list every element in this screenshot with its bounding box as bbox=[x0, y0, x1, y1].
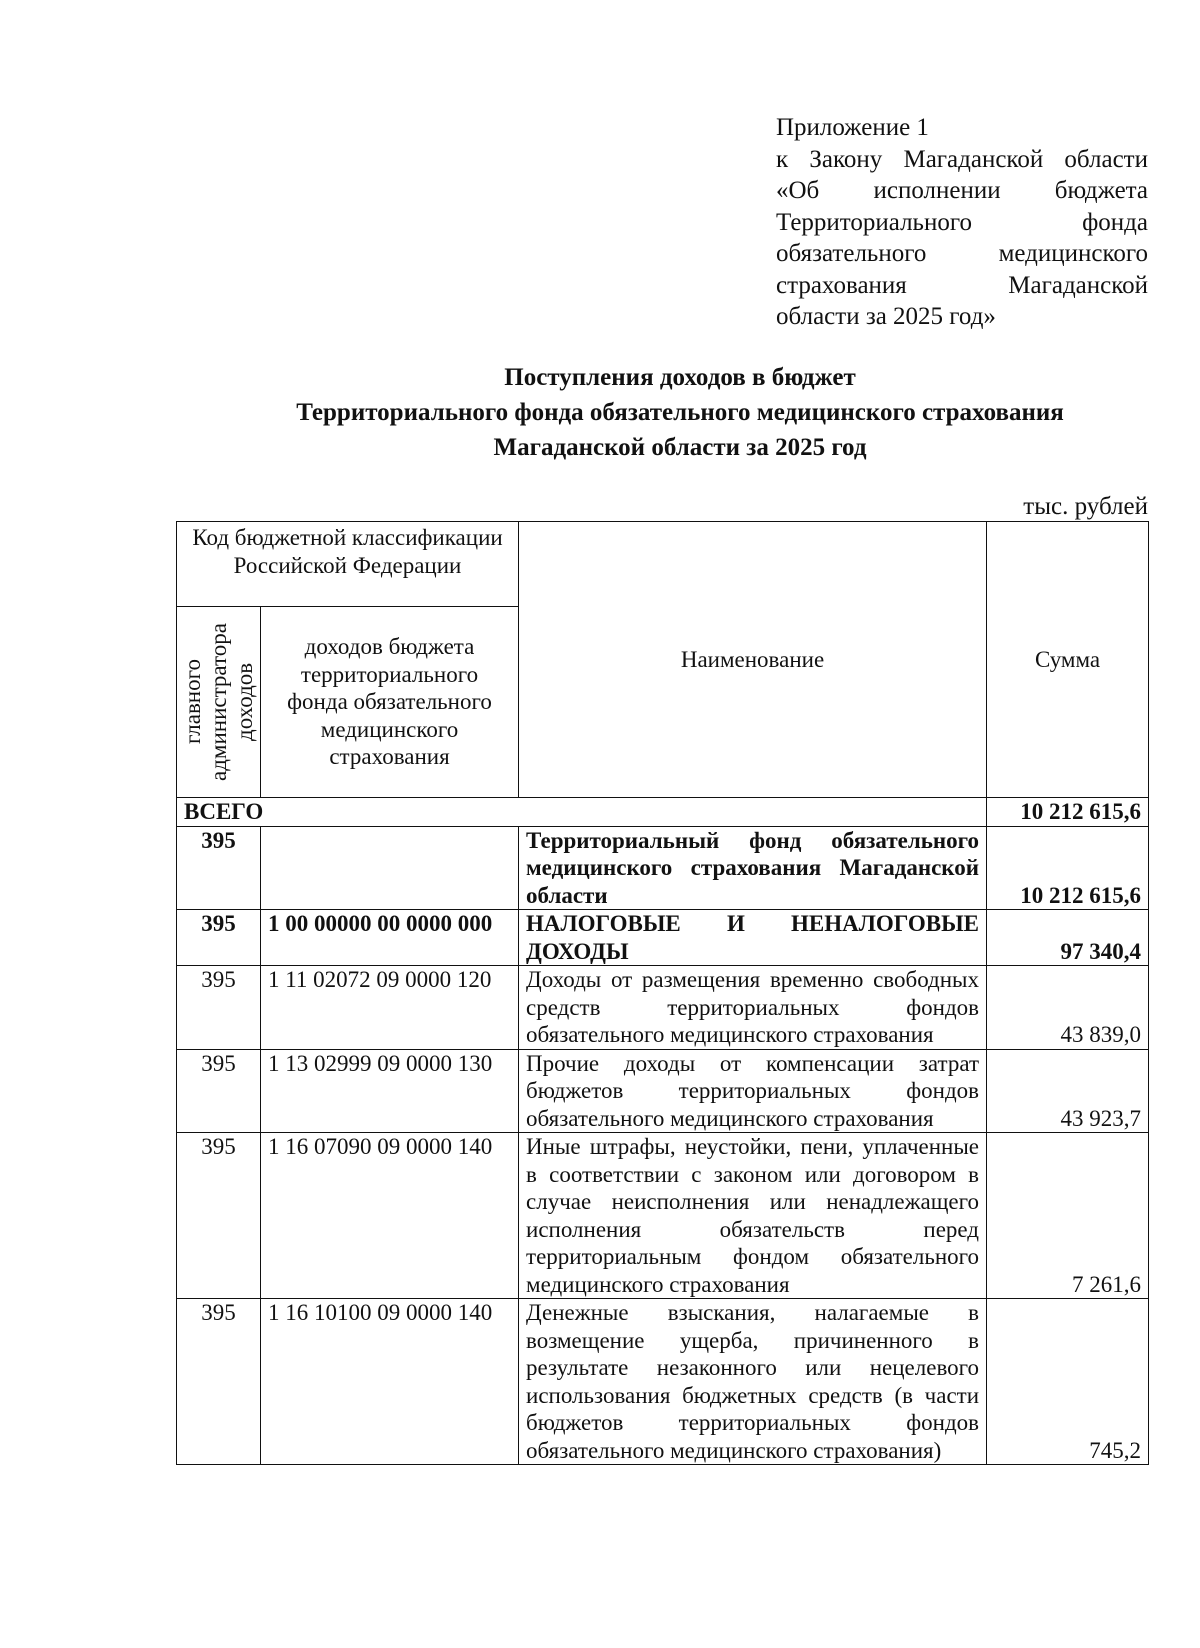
admin-code: 395 bbox=[177, 1299, 261, 1465]
row-sum: 745,2 bbox=[987, 1299, 1149, 1465]
table-row bbox=[177, 966, 1149, 1050]
income-code: 1 16 10100 09 0000 140 bbox=[261, 1299, 519, 1465]
units-label: тыс. рублей bbox=[1023, 493, 1148, 520]
appendix-block bbox=[776, 112, 1148, 333]
income-code: 1 00 00000 00 0000 000 bbox=[261, 910, 519, 966]
header-income-code: доходов бюджета территориального фонда обязательного медицинского страхования bbox=[261, 607, 519, 798]
total-row bbox=[177, 798, 1149, 827]
table-row bbox=[177, 826, 1149, 910]
row-sum: 7 261,6 bbox=[987, 1133, 1149, 1299]
appendix-line: «Об исполнении бюджета bbox=[776, 177, 1148, 204]
appendix-line: области за 2025 год» bbox=[776, 303, 996, 330]
header-sum: Сумма bbox=[987, 522, 1149, 798]
table-row bbox=[177, 1299, 1149, 1465]
row-sum: 43 923,7 bbox=[987, 1049, 1149, 1133]
document-title bbox=[180, 360, 1180, 465]
header-admin: главного администратора доходов bbox=[179, 623, 257, 782]
admin-code: 395 bbox=[177, 966, 261, 1050]
total-sum: 10 212 615,6 bbox=[987, 798, 1149, 827]
header-admin-cell bbox=[177, 607, 261, 798]
title-line: Поступления доходов в бюджет bbox=[504, 364, 856, 391]
admin-code: 395 bbox=[177, 910, 261, 966]
admin-code: 395 bbox=[177, 1133, 261, 1299]
income-code: 1 13 02999 09 0000 130 bbox=[261, 1049, 519, 1133]
title-line: Территориального фонда обязательного медицинского страхования bbox=[296, 399, 1064, 426]
header-name: Наименование bbox=[519, 522, 987, 798]
table-row bbox=[177, 910, 1149, 966]
appendix-line: страхования Магаданской bbox=[776, 271, 1148, 299]
admin-code: 395 bbox=[177, 826, 261, 910]
row-name: Денежные взыскания, налагаемые в возмещение ущерба, причиненного в результате незаконного или нецелевого использования бюджетных средств (в части бюджетов территориальных фондов обязательного медицинского страхования) bbox=[519, 1299, 987, 1465]
income-code: 1 16 07090 09 0000 140 bbox=[261, 1133, 519, 1299]
income-code bbox=[261, 826, 519, 910]
appendix-line: к Закону Магаданской области bbox=[776, 145, 1148, 173]
total-label: ВСЕГО bbox=[177, 798, 987, 827]
appendix-line: Приложение 1 bbox=[776, 114, 929, 141]
row-name: Иные штрафы, неустойки, пени, уплаченные в соответствии с законом или договором в случае неисполнения или ненадлежащего исполнения обязательств перед территориальным фондом обязательного медицинского страхования bbox=[519, 1133, 987, 1299]
row-sum: 10 212 615,6 bbox=[987, 826, 1149, 910]
income-code: 1 11 02072 09 0000 120 bbox=[261, 966, 519, 1050]
row-sum: 97 340,4 bbox=[987, 910, 1149, 966]
revenue-table bbox=[176, 521, 1149, 1465]
header-row bbox=[177, 522, 1149, 607]
row-name: НАЛОГОВЫЕ И НЕНАЛОГОВЫЕ ДОХОДЫ bbox=[519, 910, 987, 966]
admin-code: 395 bbox=[177, 1049, 261, 1133]
title-line: Магаданской области за 2025 год bbox=[493, 434, 867, 461]
row-sum: 43 839,0 bbox=[987, 966, 1149, 1050]
appendix-line: Территориального фонда bbox=[776, 208, 1148, 236]
table-row bbox=[177, 1133, 1149, 1299]
row-name: Прочие доходы от компенсации затрат бюджетов территориальных фондов обязательного медицинского страхования bbox=[519, 1049, 987, 1133]
row-name: Доходы от размещения временно свободных средств территориальных фондов обязательного медицинского страхования bbox=[519, 966, 987, 1050]
appendix-line: обязательного медицинского bbox=[776, 240, 1148, 267]
table-row bbox=[177, 1049, 1149, 1133]
row-name: Территориальный фонд обязательного медицинского страхования Магаданской области bbox=[519, 826, 987, 910]
header-classification-group: Код бюджетной классификации Российской Федерации bbox=[177, 522, 519, 607]
